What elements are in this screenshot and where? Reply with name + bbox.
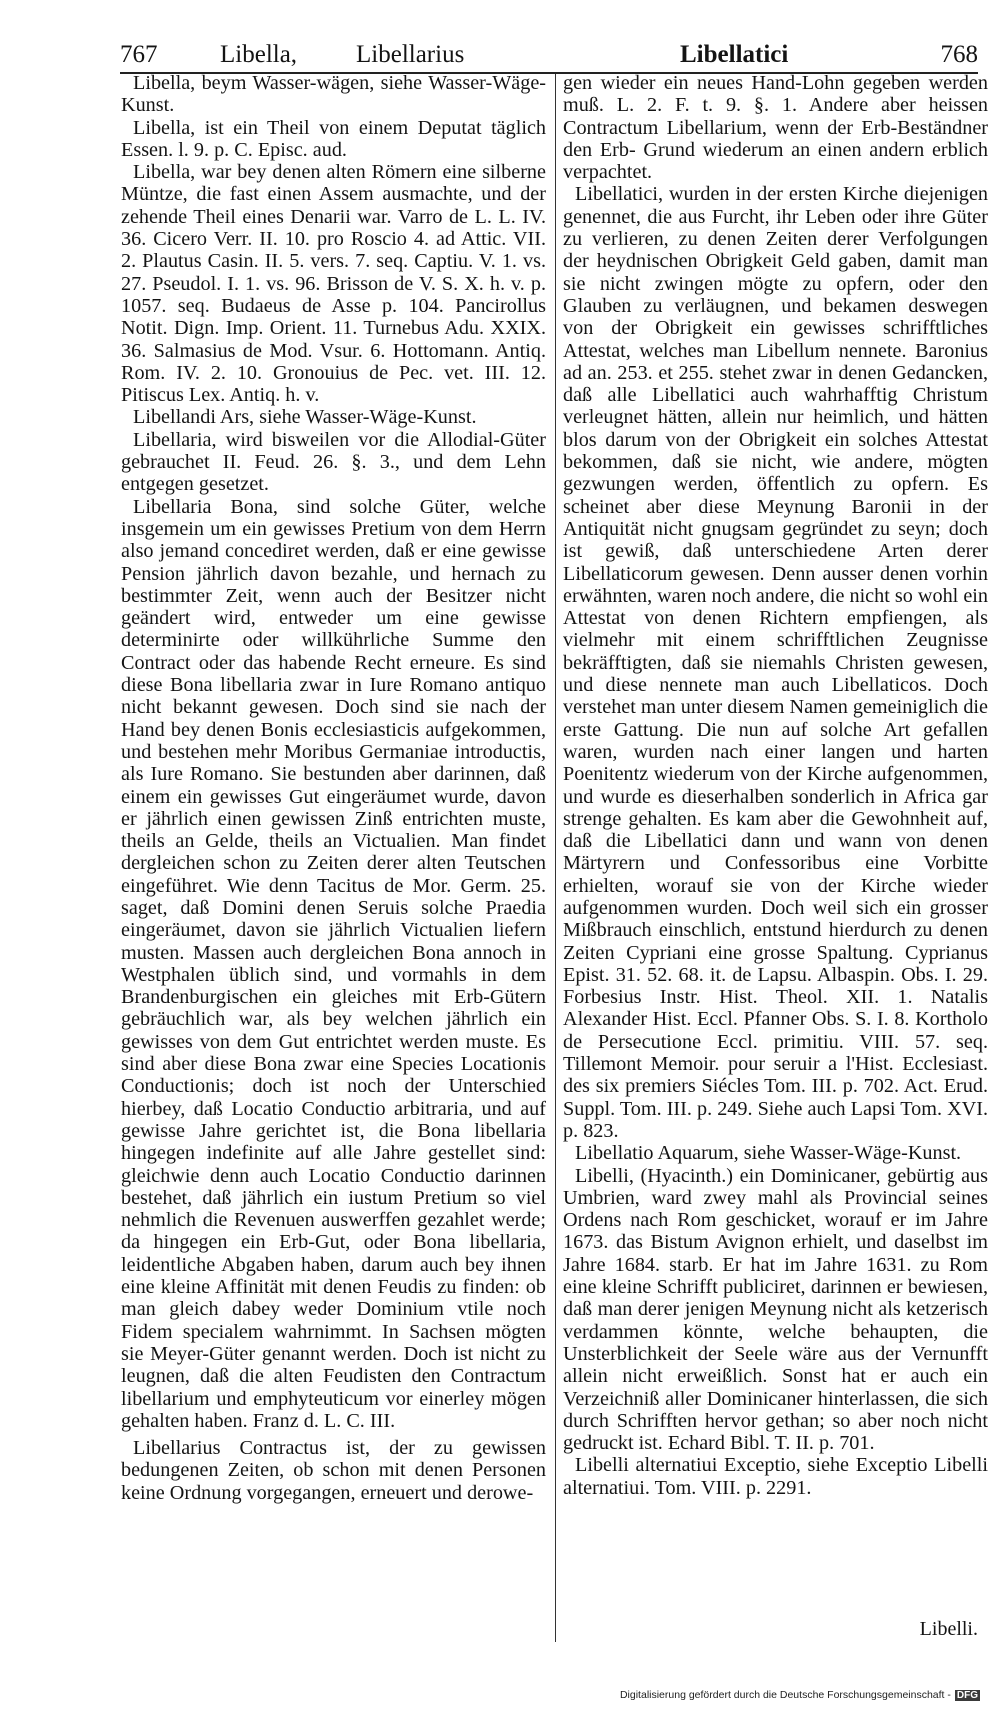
entry-libellaria-bona: Libellaria Bona, sind solche Güter, welche insgemein um ein gewisses Pretium von dem Herrn also jemand concediret werden, daß er eine gewisse Pension jährlich davon bezahle, und hernach zu bestimmter Zeit, wenn auch der Besitzer nicht geändert wird, entweder um eine gewisse determinirte oder willkührliche Summe den Contract oder das habende Recht erneure. Es sind diese Bona libellaria zwar in Iure Romano antiquo nicht bekannt gewesen. Doch sind sie nach der Hand bey denen Bonis ecclesiasticis aufgekommen, und bestehen mehr Moribus Germaniae introductis, als Iure Romano. Sie bestunden aber darinnen, daß einem ein gewisses Gut eingeräumet wurde, davon er jährlich einen gewissen Zinß entrichten muste, theils an Gelde, theils an Victualien. Man findet dergleichen schon zu Zeiten derer alten Teutschen eingeführet. Wie denn Tacitus de Mor. Germ. 25. saget, daß Domini denen Seruis solche Praedia eingeräumet, davon sie jährlich Victualien liefern musten. Massen auch dergleichen Bona annoch in Westphalen üblich sind, und vormahls in dem Brandenburgischen ein gleiches mit Erb-Gütern gebräuchlich war, als bey welchen jährlich ein gewisses von dem Gut entrichtet werden muste. Es sind aber diese Bona zwar eine Species Locationis Conductionis; doch ist noch der Unterschied hierbey, daß Locatio Conductio arbitraria, und auf gewisse Jahre gerichtet ist, die Bona libellaria hingegen indefinite auf alle Jahre gestellet sind: gleichwie denn auch Locatio Conductio darinnen bestehet, daß jährlich ein iustum Pretium so viel nehmlich die Revenuen auswerffen gezahlet werde; da hingegen ein Erb-Gut, oder Bona libellaria, leidentliche Abgaben haben, darum auch bey ihnen eine kleine Affinität mit denen Feudis zu finden: ob man gleich dabey weder Dominium vtile noch Fidem specialem wahrnimmt. In Sachsen mögten sie Meyer-Güter genannt werden. Doch ist nicht zu leugnen, daß die alten Feudisten den Contractum libellarium und emphyteuticum vor einerley mögen gehalten haben. Franz d. L. C. III. <box>121 495 546 1432</box>
dfg-logo: DFG <box>956 1690 978 1701</box>
running-header <box>120 38 978 72</box>
entry-libellaria: Libellaria, wird bisweilen vor die Allodial-Güter gebrauchet II. Feud. 26. §. 3., und dem Lehn entgegen gesetzet. <box>121 428 546 496</box>
header-lemma-first: Libella, <box>220 41 298 68</box>
entry-libelli-alternatiui: Libelli alternatiui Exceptio, siehe Exceptio Libelli alternatiui. Tom. VIII. p. 2291. <box>563 1454 988 1499</box>
column-divider <box>555 74 556 1642</box>
page-number-right: 768 <box>940 41 978 68</box>
entry-libellatici: Libellatici, wurden in der ersten Kirche diejenigen genennet, die aus Furcht, ihr Leben oder ihre Güter zu verlieren, zu denen Zeiten derer Verfolgungen der heydnischen Obrigkeit Geld gaben, damit man sie nicht zwingen mögte zu opfern, oder den Glauben zu verläugnen, und bekamen deswegen von der Obrigkeit ein gewisses schrifftliches Attestat, welches man Libellum nennete. Baronius ad an. 253. et 255. stehet zwar in denen Gedancken, daß alle Libellatici auch wahrhafftig Christum verleugnet hätten, allein nur heimlich, und hätten blos darum von der Obrigkeit ein solches Attestat bekommen, daß sie nicht, wie andere, mögten gezwungen werden, öffentlich zu opfern. Es scheinet aber diese Meynung Baronii in der Antiquität nicht gnugsam gegründet zu seyn; doch ist gewiß, daß unterschiedene Arten derer Libellaticorum gewesen. Denn ausser denen vorhin erwähnten, waren noch andere, die nicht so wohl ein Attestat von denen Richtern empfiengen, als vielmehr mit einem schrifftlichen Zeugnisse bekräfftigten, daß sie niemahls Christen gewesen, und diese nennete man auch Libellaticos. Doch verstehet man unter diesem Namen gemeiniglich die erste Gattung. Die nun auf solche Art gefallen waren, wurden nach einer langen und harten Poenitentz wiederum von der Kirche aufgenommen, und wurde es dieserhalben sonderlich in Africa gar strenge gehalten. Es kam aber die Gewohnheit auf, daß die Libellatici dann und wann von denen Märtyrern und Confessoribus eine Vorbitte erhielten, worauf sie von der Kirche wieder aufgenommen wurden. Doch weil sich ein grosser Mißbrauch einschlich, entstund hierdurch zu denen Zeiten Cypriani eine grosse Spaltung. Cyprianus Epist. 31. 52. 68. it. de Lapsu. Albaspin. Obs. I. 29. Forbesius Instr. Hist. Theol. XII. 1. Natalis Alexander Hist. Eccl. Pfanner Obs. S. I. 8. Kortholo de Persecutione Eccl. primitiu. VIII. 57. seq. Tillemont Memoir. pour seruir a l'Hist. Ecclesiast. des six premiers Siécles Tom. III. p. 702. Act. Erud. Suppl. Tom. III. p. 249. Siehe auch Lapsi Tom. XVI. p. 823. <box>563 183 988 1142</box>
entry-libellarius-contractus: Libellarius Contractus ist, der zu gewissen bedungenen Zeiten, ob schon mit denen Personen keine Ordnung vorgegangen, erneuert und derowe- <box>121 1437 546 1504</box>
header-lemma-middle: Libellarius <box>356 41 465 68</box>
entry-libella-wasser: Libella, beym Wasser-wägen, siehe Wasser-Wäge-Kunst. <box>121 72 546 117</box>
footer-text: Digitalisierung gefördert durch die Deutsche Forschungsgemeinschaft - <box>619 1689 951 1701</box>
entry-libellatio-aquarum: Libellatio Aquarum, siehe Wasser-Wäge-Kunst. <box>575 1142 962 1165</box>
entry-libella-deputat: Libella, ist ein Theil von einem Deputat täglich Essen. l. 9. p. C. Episc. aud. <box>121 116 546 161</box>
page-number-left: 767 <box>120 41 158 68</box>
entry-libelli-hyacinth: Libelli, (Hyacinth.) ein Dominicaner, gebürtig aus Umbrien, ward zwey mahl als Provincial seines Ordens nach Rom geschicket, worauf er im Jahre 1673. das Bistum Avignon erhielt, und daselbst im Jahre 1684. starb. Er hat im Jahre 1631. zu Rom eine kleine Schrifft publiciret, darinnen er bewiesen, daß man derer jenigen Meynung nicht als ketzerisch verdammen könnte, welche behaupten, die Unsterblichkeit der Seele wäre aus der Vernunfft allein nicht erweißlich. Sonst hat er auch ein Verzeichniß aller Dominicaner hinterlassen, die sich durch Schrifften hervor gethan; so aber noch nicht gedruckt ist. Echard Bibl. T. II. p. 701. <box>563 1164 988 1455</box>
entry-continuation: gen wieder ein neues Hand-Lohn gegeben werden muß. L. 2. F. t. 9. §. 1. Andere aber heissen Contractum Libellarium, wenn der Erb-Beständner den Erb- Grund wiederum an einen andern erblich verpachtet. <box>563 72 988 184</box>
catchword: Libelli. <box>919 1618 978 1640</box>
header-lemma-right: Libellatici <box>680 41 789 68</box>
right-column <box>563 72 988 1499</box>
digitization-footer <box>620 1689 980 1701</box>
left-column <box>121 72 546 1504</box>
entry-libella-muentze: Libella, war bey denen alten Römern eine silberne Müntze, die fast einen Assem ausmachte, und der zehende Theil eines Denarii war. Varro de L. L. IV. 36. Cicero Verr. II. 10. pro Roscio 4. ad Attic. VII. 2. Plautus Casin. II. 5. vers. 7. seq. Captiu. V. 1. vs. 27. Pseudol. I. 1. vs. 96. Brisson de V. S. X. h. v. p. 1057. seq. Budaeus de Asse p. 104. Pancirollus Notit. Dign. Imp. Orient. 11. Turnebus Adu. XXIX. 36. Salmasius de Mod. Vsur. 6. Hottomann. Antiq. Rom. IV. 2. 10. Gronouius de Pec. vet. III. 12. Pitiscus Lex. Antiq. h. v. <box>121 161 546 407</box>
entry-libellandi-ars: Libellandi Ars, siehe Wasser-Wäge-Kunst. <box>133 406 477 429</box>
